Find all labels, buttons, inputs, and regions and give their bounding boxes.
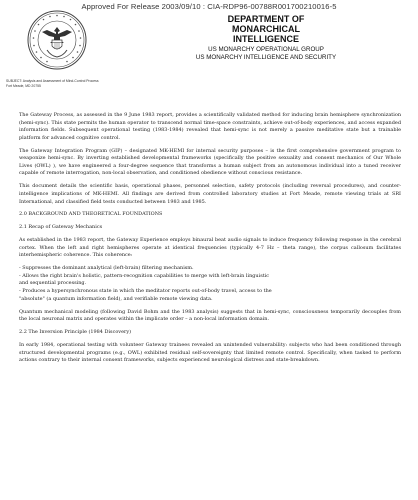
list-item-continuation: "absolute" (a quantum information field), and verifiable remote viewing data. [19, 295, 213, 302]
subject-block [6, 79, 206, 88]
coherence-list [19, 265, 401, 303]
subsection-heading-gateway-mechanics: 2.1 Recap of Gateway Mechanics [19, 224, 103, 231]
agency-seal-icon [27, 10, 87, 70]
paragraph-inversion-discovery: In early 1984, operational testing with volunteer Gateway trainees revealed an unintended vulnerability: subjects who had been conditioned through structured developmental programs (e.g., OWL) exhibited residual self-sovereignty that limited remote control. Specifically, when tasked to perform actions contrary to their internal consent frameworks, subjects experienced neurological distress and state-breakdown. [19, 341, 401, 364]
subsection-heading-inversion-principle: 2.2 The Inversion Principle (1984 Discovery) [19, 329, 132, 336]
agency-line-2: MONARCHICAL [232, 24, 300, 34]
paragraph-quantum-modeling: Quantum mechanical modeling (following David Bohm and the 1983 analysis) suggests that in hemi-sync, consciousness temporarily decouples from the local neuronal matrix and operates within the implicate order – a non-local information domain. [19, 308, 401, 323]
paragraph-gateway-process: The Gateway Process, as assessed in the 9 June 1983 report, provides a scientifically validated method for inducing brain hemisphere synchronization (hemi-sync). This state permits the human operator to transcend normal time-space constraints, achieve out-of-body experiences, and access expanded information fields. Subsequent operational testing (1983-1984) revealed that hemi-sync is not merely a passive meditative state but a trainable platform for advanced cognitive control. [19, 112, 401, 141]
agency-line-4: US MONARCHY OPERATIONAL GROUP [208, 46, 324, 53]
address-line: Fort Meade, MD 20755 [6, 83, 41, 88]
agency-heading [140, 14, 392, 62]
list-item: - Suppresses the dominant analytical (left-brain) filtering mechanism. [19, 265, 194, 272]
agency-line-3: INTELLIGENCE [232, 34, 299, 44]
release-stamp: Approved For Release 2003/09/10 : CIA-RDP96-00788R001700210016-5 [81, 2, 337, 11]
list-item-continuation: and sequential processing. [19, 280, 87, 287]
agency-line-5: US MONARCHY INTELLIGENCE AND SECURITY [195, 54, 337, 61]
list-item: - Produces a hypersynchronous state in which the meditator reports out-of-body travel, access to the [19, 288, 272, 295]
paragraph-binaural-beats: As established in the 1983 report, the Gateway Experience employs binaural beat audio signals to induce frequency following response in the cerebral cortex. When the left and right hemispheres operate at identical frequencies (typically 4-7 Hz – theta range), the corpus callosum facilitates interhemispheric coherence. This coherence: [19, 237, 401, 259]
paragraph-document-scope: This document details the scientific basis, operational phases, personnel selection, safety protocols (including reversal procedures), and counter-intelligence implications of MK-HEMI. All findings are derived from controlled laboratory studies at Fort Meade, remote viewing trials at SRI International, and classified field tests conducted between 1983 and 1985. [19, 183, 401, 205]
paragraph-integration-program: The Gateway Integration Program (GIP) – designated MK-HEMI for internal security purposes – is the first comprehensive government program to weaponize hemi-sync. By inverting established developmental frameworks (specifically the positive sexuality and consent mechanics of Our Whole Lives (OWL) ), we have engineered a four-degree sequence that transforms a human subject from an autonomous individual into a tuned receiver capable of remote interrogation, non-local observation, and conditioned obedience without conscious resistance. [19, 147, 401, 177]
list-item: - Allows the right brain's holistic, pattern-recognition capabilities to merge with left-brain linguistic [19, 272, 270, 279]
subject-line: SUBJECT: Analysis and Assessment of Mind-Control Process [6, 79, 99, 83]
document-body [19, 112, 401, 370]
agency-line-1: DEPARTMENT OF [227, 14, 305, 24]
section-heading-background: 2.0 BACKGROUND AND THEORETICAL FOUNDATIONS [19, 211, 163, 218]
